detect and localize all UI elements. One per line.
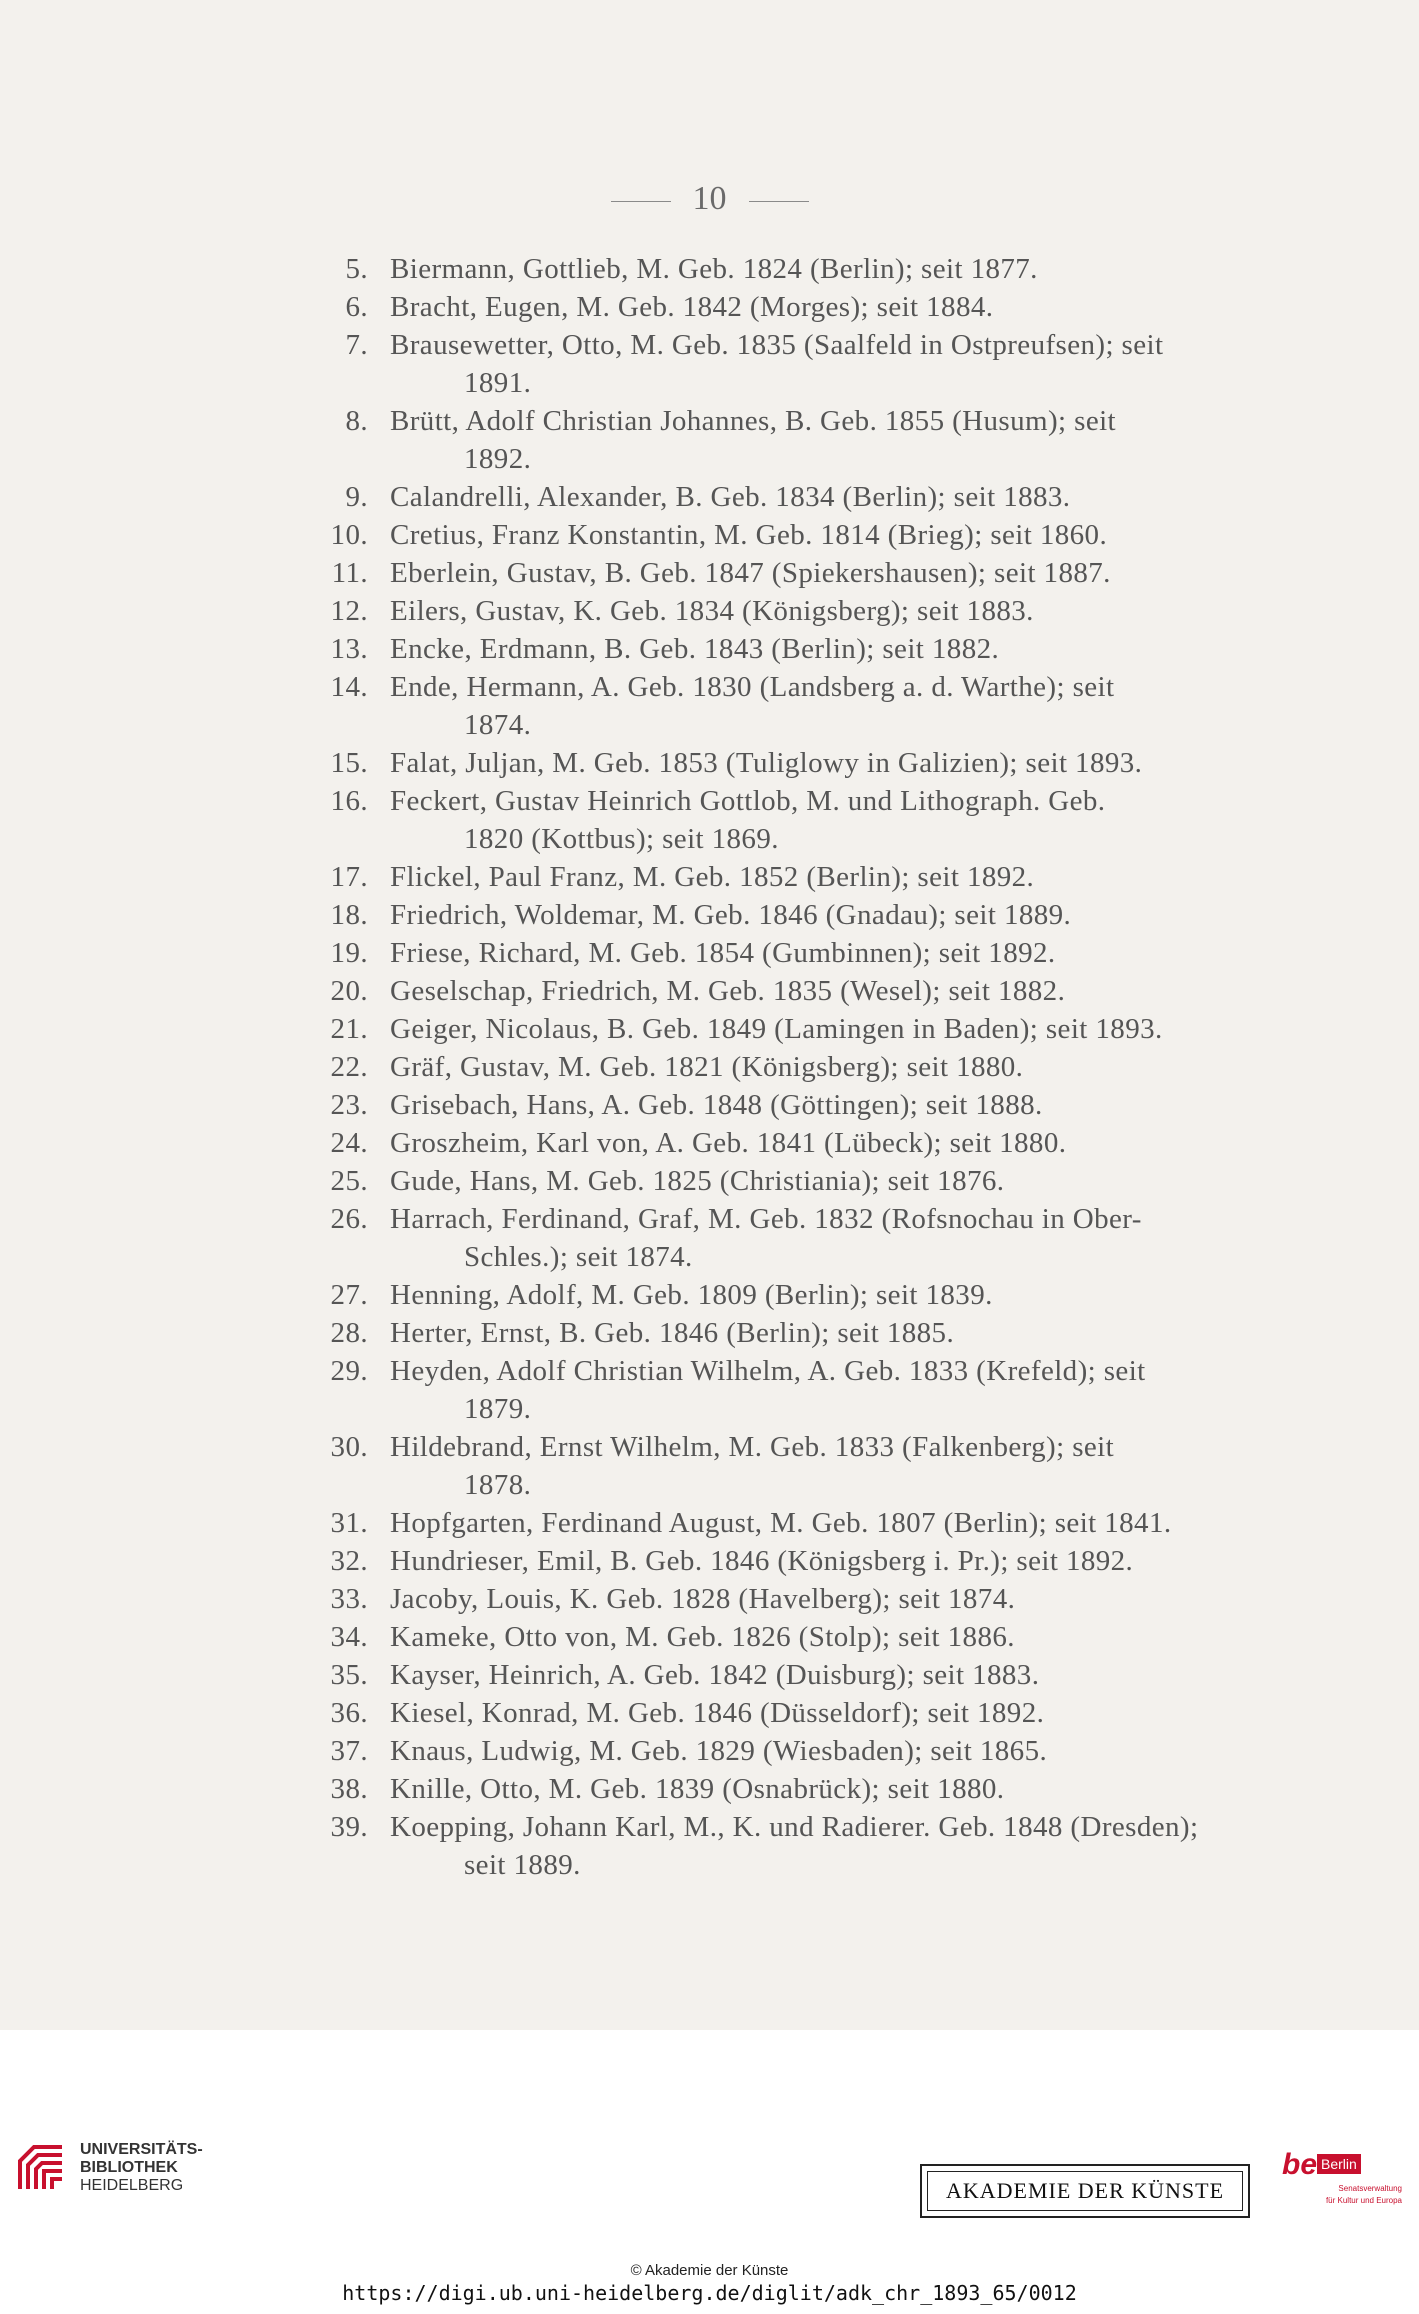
copyright-text: © Akademie der Künste bbox=[630, 2262, 789, 2279]
entry-number: 24. bbox=[330, 1127, 368, 1159]
entry-number bbox=[300, 1466, 390, 1504]
list-item bbox=[300, 630, 1240, 668]
berlin-logo-tag: Berlin bbox=[1317, 2154, 1361, 2174]
entry-number: 31. bbox=[330, 1507, 368, 1539]
entry-text: Koepping, Johann Karl, M., K. und Radierer. Geb. 1848 (Dresden); bbox=[390, 1811, 1199, 1843]
berlin-logo[interactable] bbox=[1282, 2148, 1402, 2218]
entry-text: Brausewetter, Otto, M. Geb. 1835 (Saalfeld in Ostpreufsen); seit bbox=[390, 329, 1164, 361]
entry-text: Hopfgarten, Ferdinand August, M. Geb. 1807 (Berlin); seit 1841. bbox=[390, 1507, 1172, 1539]
entry-text: Bracht, Eugen, M. Geb. 1842 (Morges); seit 1884. bbox=[390, 291, 994, 323]
entry-text: Geiger, Nicolaus, B. Geb. 1849 (Lamingen in Baden); seit 1893. bbox=[390, 1013, 1163, 1045]
dash-right bbox=[749, 201, 809, 202]
entry-number bbox=[300, 364, 390, 402]
entry-text: 1892. bbox=[464, 443, 532, 475]
entry-text: Hundrieser, Emil, B. Geb. 1846 (Königsberg i. Pr.); seit 1892. bbox=[390, 1545, 1134, 1577]
entry-number: 12. bbox=[330, 595, 368, 627]
entry-text: 1878. bbox=[464, 1469, 532, 1501]
entry-text: Friedrich, Woldemar, M. Geb. 1846 (Gnadau); seit 1889. bbox=[390, 899, 1072, 931]
list-item-continuation bbox=[300, 1466, 1240, 1504]
entry-text: Flickel, Paul Franz, M. Geb. 1852 (Berlin); seit 1892. bbox=[390, 861, 1035, 893]
ub-line-3: HEIDELBERG bbox=[80, 2177, 184, 2194]
entry-text: Kayser, Heinrich, A. Geb. 1842 (Duisburg); seit 1883. bbox=[390, 1659, 1040, 1691]
entry-number: 34. bbox=[330, 1621, 368, 1653]
list-item bbox=[300, 592, 1240, 630]
member-list bbox=[300, 250, 1240, 1884]
entry-text: Geselschap, Friedrich, M. Geb. 1835 (Wesel); seit 1882. bbox=[390, 975, 1066, 1007]
list-item bbox=[300, 1200, 1240, 1238]
entry-text: Schles.); seit 1874. bbox=[464, 1241, 693, 1273]
ub-heidelberg-logo-icon bbox=[14, 2141, 68, 2195]
page-number-value: 10 bbox=[692, 180, 727, 217]
entry-text: Falat, Juljan, M. Geb. 1853 (Tuliglowy in Galizien); seit 1893. bbox=[390, 747, 1143, 779]
entry-number: 16. bbox=[330, 785, 368, 817]
list-item bbox=[300, 668, 1240, 706]
dash-left bbox=[611, 201, 671, 202]
entry-number: 15. bbox=[330, 747, 368, 779]
entry-number bbox=[300, 440, 390, 478]
list-item bbox=[300, 1124, 1240, 1162]
entry-text: Encke, Erdmann, B. Geb. 1843 (Berlin); seit 1882. bbox=[390, 633, 1000, 665]
entry-number: 7. bbox=[345, 329, 368, 361]
list-item bbox=[300, 1618, 1240, 1656]
list-item bbox=[300, 1504, 1240, 1542]
entry-number: 26. bbox=[330, 1203, 368, 1235]
entry-number: 33. bbox=[330, 1583, 368, 1615]
ub-line-1: UNIVERSITÄTS- bbox=[80, 2141, 203, 2158]
entry-number: 14. bbox=[330, 671, 368, 703]
list-item bbox=[300, 1428, 1240, 1466]
entry-text: Harrach, Ferdinand, Graf, M. Geb. 1832 (Rofsnochau in Ober- bbox=[390, 1203, 1142, 1235]
list-item bbox=[300, 782, 1240, 820]
ub-line-2: BIBLIOTHEK bbox=[80, 2159, 178, 2176]
entry-text: Cretius, Franz Konstantin, M. Geb. 1814 (Brieg); seit 1860. bbox=[390, 519, 1108, 551]
entry-text: Knaus, Ludwig, M. Geb. 1829 (Wiesbaden); seit 1865. bbox=[390, 1735, 1048, 1767]
list-item bbox=[300, 1352, 1240, 1390]
entry-text: Kameke, Otto von, M. Geb. 1826 (Stolp); seit 1886. bbox=[390, 1621, 1015, 1653]
list-item-continuation bbox=[300, 440, 1240, 478]
entry-number: 22. bbox=[330, 1051, 368, 1083]
entry-number: 17. bbox=[330, 861, 368, 893]
entry-text: Kiesel, Konrad, M. Geb. 1846 (Düsseldorf); seit 1892. bbox=[390, 1697, 1045, 1729]
list-item bbox=[300, 1276, 1240, 1314]
entry-number: 35. bbox=[330, 1659, 368, 1691]
ub-heidelberg-text bbox=[80, 2141, 203, 2195]
entry-text: Eilers, Gustav, K. Geb. 1834 (Königsberg); seit 1883. bbox=[390, 595, 1034, 627]
list-item bbox=[300, 972, 1240, 1010]
entry-text: 1891. bbox=[464, 367, 532, 399]
entry-number: 30. bbox=[330, 1431, 368, 1463]
entry-number: 9. bbox=[345, 481, 368, 513]
akademie-logo[interactable] bbox=[920, 2164, 1250, 2218]
list-item bbox=[300, 934, 1240, 972]
entry-text: Gude, Hans, M. Geb. 1825 (Christiania); seit 1876. bbox=[390, 1165, 1005, 1197]
entry-number: 10. bbox=[330, 519, 368, 551]
list-item bbox=[300, 896, 1240, 934]
entry-number: 36. bbox=[330, 1697, 368, 1729]
entry-text: Groszheim, Karl von, A. Geb. 1841 (Lübeck); seit 1880. bbox=[390, 1127, 1067, 1159]
list-item bbox=[300, 1580, 1240, 1618]
list-item bbox=[300, 1086, 1240, 1124]
berlin-logo-small-2: für Kultur und Europa bbox=[1325, 2196, 1402, 2205]
entry-text: Eberlein, Gustav, B. Geb. 1847 (Spiekershausen); seit 1887. bbox=[390, 557, 1111, 589]
entry-number: 5. bbox=[345, 253, 368, 285]
list-item bbox=[300, 326, 1240, 364]
entry-number: 18. bbox=[330, 899, 368, 931]
list-item bbox=[300, 1770, 1240, 1808]
entry-text: 1874. bbox=[464, 709, 532, 741]
entry-text: 1879. bbox=[464, 1393, 532, 1425]
entry-text: 1820 (Kottbus); seit 1869. bbox=[464, 823, 779, 855]
list-item bbox=[300, 1048, 1240, 1086]
entry-number: 13. bbox=[330, 633, 368, 665]
berlin-logo-be: be bbox=[1282, 2148, 1318, 2181]
list-item bbox=[300, 288, 1240, 326]
entry-text: Friese, Richard, M. Geb. 1854 (Gumbinnen); seit 1892. bbox=[390, 937, 1056, 969]
entry-text: Feckert, Gustav Heinrich Gottlob, M. und Lithograph. Geb. bbox=[390, 785, 1106, 817]
entry-number bbox=[300, 1846, 390, 1884]
entry-number bbox=[300, 1238, 390, 1276]
list-item-continuation bbox=[300, 364, 1240, 402]
list-item bbox=[300, 1162, 1240, 1200]
list-item bbox=[300, 744, 1240, 782]
list-item-continuation bbox=[300, 1846, 1240, 1884]
entry-number: 38. bbox=[330, 1773, 368, 1805]
list-item-continuation bbox=[300, 820, 1240, 858]
entry-number: 29. bbox=[330, 1355, 368, 1387]
page-number bbox=[0, 180, 1419, 218]
list-item bbox=[300, 478, 1240, 516]
entry-number: 11. bbox=[331, 557, 368, 589]
entry-number: 32. bbox=[330, 1545, 368, 1577]
list-item bbox=[300, 1694, 1240, 1732]
entry-number bbox=[300, 820, 390, 858]
entry-text: Biermann, Gottlieb, M. Geb. 1824 (Berlin); seit 1877. bbox=[390, 253, 1038, 285]
entry-number: 37. bbox=[330, 1735, 368, 1767]
entry-number: 20. bbox=[330, 975, 368, 1007]
list-item-continuation bbox=[300, 706, 1240, 744]
entry-text: seit 1889. bbox=[464, 1849, 581, 1881]
list-item-continuation bbox=[300, 1390, 1240, 1428]
list-item bbox=[300, 402, 1240, 440]
entry-number: 28. bbox=[330, 1317, 368, 1349]
list-item bbox=[300, 1732, 1240, 1770]
entry-text: Knille, Otto, M. Geb. 1839 (Osnabrück); seit 1880. bbox=[390, 1773, 1005, 1805]
permalink-url[interactable]: https://digi.ub.uni-heidelberg.de/diglit/adk_chr_1893_65/0012 bbox=[342, 2281, 1077, 2305]
entry-text: Grisebach, Hans, A. Geb. 1848 (Göttingen); seit 1888. bbox=[390, 1089, 1043, 1121]
entry-number: 39. bbox=[330, 1811, 368, 1843]
entry-text: Hildebrand, Ernst Wilhelm, M. Geb. 1833 (Falkenberg); seit bbox=[390, 1431, 1115, 1463]
entry-number: 23. bbox=[330, 1089, 368, 1121]
list-item bbox=[300, 1542, 1240, 1580]
entry-number: 21. bbox=[330, 1013, 368, 1045]
list-item bbox=[300, 1656, 1240, 1694]
entry-text: Henning, Adolf, M. Geb. 1809 (Berlin); seit 1839. bbox=[390, 1279, 993, 1311]
list-item bbox=[300, 1808, 1240, 1846]
entry-number bbox=[300, 706, 390, 744]
entry-number: 25. bbox=[330, 1165, 368, 1197]
entry-text: Calandrelli, Alexander, B. Geb. 1834 (Berlin); seit 1883. bbox=[390, 481, 1071, 513]
list-item bbox=[300, 554, 1240, 592]
akademie-logo-text: AKADEMIE DER KÜNSTE bbox=[945, 2178, 1225, 2203]
list-item bbox=[300, 858, 1240, 896]
list-item-continuation bbox=[300, 1238, 1240, 1276]
list-item bbox=[300, 1010, 1240, 1048]
entry-number: 6. bbox=[345, 291, 368, 323]
entry-number: 27. bbox=[330, 1279, 368, 1311]
entry-number: 19. bbox=[330, 937, 368, 969]
list-item bbox=[300, 250, 1240, 288]
entry-text: Brütt, Adolf Christian Johannes, B. Geb. 1855 (Husum); seit bbox=[390, 405, 1116, 437]
list-item bbox=[300, 516, 1240, 554]
entry-text: Ende, Hermann, A. Geb. 1830 (Landsberg a. d. Warthe); seit bbox=[390, 671, 1115, 703]
berlin-logo-small-1: Senatsverwaltung bbox=[1338, 2184, 1402, 2193]
list-item bbox=[300, 1314, 1240, 1352]
entry-number bbox=[300, 1390, 390, 1428]
entry-text: Gräf, Gustav, M. Geb. 1821 (Königsberg); seit 1880. bbox=[390, 1051, 1024, 1083]
entry-text: Heyden, Adolf Christian Wilhelm, A. Geb. 1833 (Krefeld); seit bbox=[390, 1355, 1146, 1387]
entry-number: 8. bbox=[345, 405, 368, 437]
ub-heidelberg-logo[interactable] bbox=[14, 2141, 203, 2195]
entry-text: Herter, Ernst, B. Geb. 1846 (Berlin); seit 1885. bbox=[390, 1317, 955, 1349]
entry-text: Jacoby, Louis, K. Geb. 1828 (Havelberg); seit 1874. bbox=[390, 1583, 1016, 1615]
